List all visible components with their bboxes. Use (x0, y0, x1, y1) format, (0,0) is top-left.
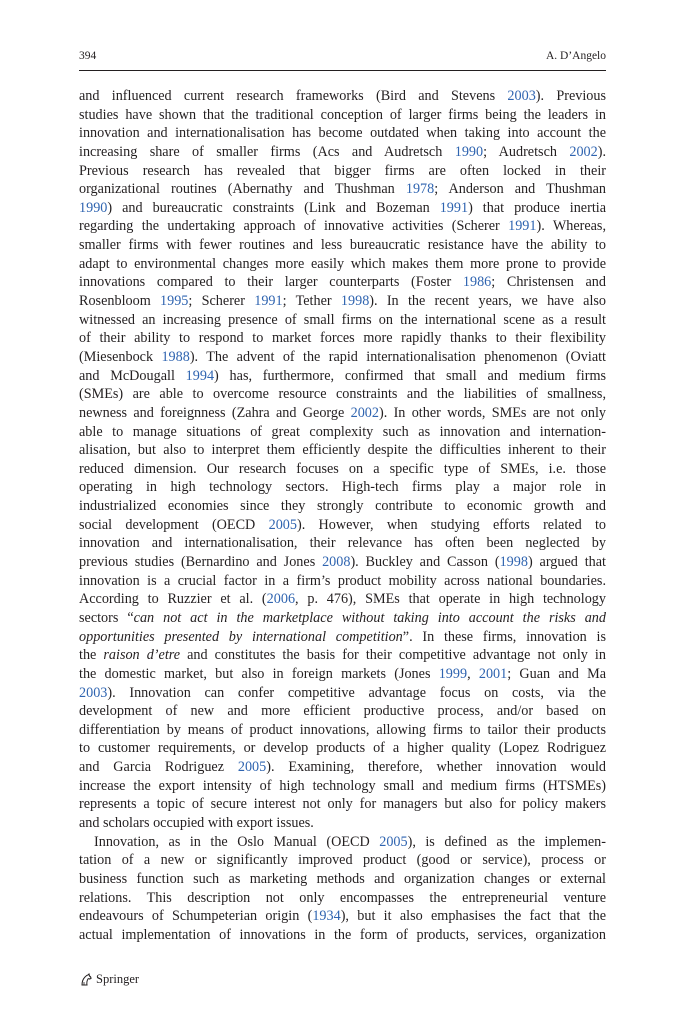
text-segment: sectors “ (79, 609, 134, 626)
text-line (79, 348, 606, 367)
text-segment: to customer requirements, or develop products of a higher quality (Lopez Rodriguez (79, 740, 606, 757)
text-segment: Previous research has revealed that bigger firms are often locked in their (79, 162, 606, 179)
text-segment: Innovation, as in the Oslo Manual (OECD (94, 833, 380, 850)
text-segment: ). Whereas, (536, 218, 606, 235)
text-segment: newness and foreignness (Zahra and George (79, 404, 351, 421)
text-line (79, 814, 606, 833)
text-segment: ). Innovation can confer competitive advantage focus on costs, via the (107, 684, 606, 701)
text-segment: ). Buckley and Casson ( (350, 554, 500, 571)
text-segment: innovation and internationalisation has become outdated when taking into account the (79, 125, 606, 142)
text-line (79, 311, 606, 330)
text-segment: previous studies (Bernardino and Jones (79, 554, 323, 571)
citation-link[interactable]: 1991 (439, 199, 469, 216)
text-line (79, 106, 606, 125)
text-segment: ). Examining, therefore, whether innovation would (266, 759, 606, 776)
text-segment: Rosenbloom (79, 293, 161, 310)
text-segment: (SMEs) are able to overcome resource constraints and the liabilities of smallness, (79, 386, 606, 403)
italic-text: opportunities presented by international competition (79, 628, 403, 645)
italic-text: raison d’etre (103, 647, 181, 664)
citation-link[interactable]: 1988 (161, 348, 190, 365)
text-line (79, 162, 606, 181)
text-segment: able to manage situations of great complexity such as innovation and internation- (79, 423, 606, 440)
text-line (79, 255, 606, 274)
text-segment: ; Tether (282, 293, 341, 310)
publisher-name: Springer (96, 972, 140, 986)
header-rule (79, 70, 606, 71)
springer-horse-icon (79, 973, 93, 987)
citation-link[interactable]: 1934 (312, 908, 341, 925)
text-segment: innovation is a crucial factor in a firm’s product mobility across national boundaries. (79, 572, 606, 589)
running-header (79, 50, 606, 62)
text-segment: the (79, 647, 104, 664)
text-segment: ). However, when studying efforts related to (296, 516, 606, 533)
text-segment: ). In other words, SMEs are not only (378, 404, 606, 421)
citation-link[interactable]: 1994 (185, 367, 215, 384)
running-author: A. D’Angelo (545, 50, 606, 62)
text-segment: alisation, but also to interpret them efficiently despite the difficulties inherent to their (79, 442, 606, 459)
text-segment: ; Scherer (188, 293, 255, 310)
text-segment: and scholars occupied with export issues. (79, 814, 314, 831)
text-segment: witnessed an increasing presence of small firms on the international scene as a result (79, 311, 606, 328)
text-line (79, 721, 606, 740)
text-line (79, 385, 606, 404)
text-line (79, 795, 606, 814)
text-line (79, 478, 606, 497)
text-segment: of their ability to respond to market forces more rapidly thanks to their flexibility (79, 330, 606, 347)
text-line (79, 665, 606, 684)
citation-link[interactable]: 1995 (160, 293, 189, 310)
text-segment: tation of a new or significantly improved product (good or service), process or (79, 852, 606, 869)
text-segment: , p. 476), SMEs that operate in high technology (295, 591, 606, 608)
text-line (79, 497, 606, 516)
text-segment: ), but it also emphasises the fact that the (340, 908, 606, 925)
text-segment: increase the export intensity of high technology small and medium firms (HTSMEs) (79, 777, 606, 794)
text-segment: ). (597, 143, 606, 160)
text-line (79, 236, 606, 255)
text-line (79, 553, 606, 572)
text-segment: increasing share of smaller firms (Acs and Audretsch (79, 143, 455, 160)
text-line (79, 628, 606, 647)
text-line (79, 777, 606, 796)
text-segment: relations. This description not only encompasses the entrepreneurial venture (79, 889, 606, 906)
text-line (79, 646, 606, 665)
text-line (79, 460, 606, 479)
text-segment: ) has, furthermore, confirmed that small and medium firms (214, 367, 606, 384)
citation-link[interactable]: 1986 (462, 274, 492, 291)
citation-link[interactable]: 1991 (254, 293, 283, 310)
text-segment: endeavours of Schumpeterian origin ( (79, 908, 313, 925)
italic-text: can not act in the marketplace without taking into account the risks and (133, 609, 606, 626)
text-segment: , (467, 665, 479, 682)
citation-link[interactable]: 2005 (268, 516, 297, 533)
text-line (79, 367, 606, 386)
text-line (79, 851, 606, 870)
text-segment: industrialized economies since they strongly contribute to economic growth and (79, 498, 606, 515)
text-segment: reduced dimension. Our research focuses on a specific type of SMEs, i.e. those (79, 460, 606, 477)
citation-link[interactable]: 2005 (237, 759, 267, 776)
text-segment: organizational routines (Abernathy and Thushman (79, 181, 406, 198)
text-segment: ; Christensen and (491, 274, 606, 291)
text-line (79, 534, 606, 553)
text-line (79, 516, 606, 535)
citation-link[interactable]: 2002 (569, 143, 598, 160)
text-line (79, 758, 606, 777)
text-line (79, 702, 606, 721)
citation-link[interactable]: 1990 (454, 143, 484, 160)
text-line (79, 292, 606, 311)
text-segment: ). Previous (535, 88, 606, 104)
text-segment: ), is defined as the implemen- (407, 833, 606, 850)
text-line (79, 684, 606, 703)
text-line (79, 217, 606, 236)
page-number: 394 (79, 50, 97, 62)
text-segment: and influenced current research frameworks (Bird and Stevens (79, 88, 508, 104)
text-segment: adapt to environmental changes more easily which makes them more prone to provide (79, 255, 606, 272)
citation-link[interactable]: 2006 (266, 591, 296, 608)
text-segment: smaller firms with fewer routines and less bureaucratic resistance have the ability to (79, 237, 606, 254)
text-line (79, 423, 606, 442)
text-line (79, 739, 606, 758)
text-segment: the domestic market, but also in foreign markets (Jones (79, 665, 439, 682)
text-segment: studies have shown that the traditional conception of larger firms being the leaders in (79, 106, 606, 123)
text-line (79, 273, 606, 292)
text-line (79, 889, 606, 908)
citation-link[interactable]: 2002 (350, 404, 379, 421)
text-segment: regarding the undertaking approach of innovative activities (Scherer (79, 218, 509, 235)
text-segment: According to Ruzzier et al. ( (79, 591, 267, 608)
text-segment: represents a topic of secure interest not only for managers but also for policy makers (79, 796, 606, 813)
body-text (79, 87, 606, 944)
text-segment: ; Guan and Ma (507, 665, 606, 682)
text-line (79, 926, 606, 945)
text-line (79, 870, 606, 889)
text-segment: (Miesenbock (79, 348, 162, 365)
text-segment: ) and bureaucratic constraints (Link and Bozeman (107, 199, 440, 216)
citation-link[interactable]: 2005 (379, 833, 408, 850)
text-segment: operating in high technology sectors. High-tech firms play a major role in (79, 479, 606, 496)
text-line (79, 143, 606, 162)
citation-link[interactable]: 2003 (507, 88, 536, 104)
text-line (79, 404, 606, 423)
citation-link[interactable]: 1999 (438, 665, 468, 682)
citation-link[interactable]: 2003 (79, 684, 108, 701)
text-line (79, 124, 606, 143)
citation-link[interactable]: 1990 (79, 199, 108, 216)
text-line (79, 590, 606, 609)
text-segment: ) that produce inertia (468, 199, 606, 216)
text-line (79, 329, 606, 348)
text-segment: ; Anderson and Thushman (434, 181, 606, 198)
citation-link[interactable]: 1991 (508, 218, 537, 235)
text-line (79, 87, 606, 106)
footer (79, 972, 139, 987)
text-segment: ; Audretsch (483, 143, 570, 160)
text-segment: ). The advent of the rapid internationalisation phenomenon (Oviatt (189, 348, 606, 365)
citation-link[interactable]: 1998 (340, 293, 370, 310)
text-line (79, 441, 606, 460)
text-line (79, 833, 606, 852)
text-segment: differentiation by means of product innovations, allowing firms to tailor their products (79, 721, 606, 738)
text-line (79, 609, 606, 628)
text-segment: innovation and internationalisation, their relevance has often been neglected by (79, 535, 606, 552)
text-segment: ) argued that (527, 554, 606, 571)
text-segment: and constitutes the basis for their competitive advantage not only in (180, 647, 606, 664)
text-segment: and McDougall (79, 367, 186, 384)
citation-link[interactable]: 1978 (405, 181, 435, 198)
text-segment: innovations compared to their larger counterparts (Foster (79, 274, 463, 291)
citation-link[interactable]: 1998 (499, 554, 528, 571)
citation-link[interactable]: 2001 (478, 665, 508, 682)
text-segment: social development (OECD (79, 516, 269, 533)
citation-link[interactable]: 2008 (322, 554, 351, 571)
text-segment: ”. In these firms, innovation is (402, 628, 606, 645)
text-segment: actual implementation of innovations in the form of products, services, organization (79, 926, 606, 943)
text-line (79, 907, 606, 926)
text-line (79, 199, 606, 218)
text-segment: and Garcia Rodriguez (79, 759, 238, 776)
text-segment: development of new and more efficient productive process, and/or based on (79, 703, 606, 720)
text-line (79, 572, 606, 591)
text-segment: business function such as marketing methods and organization changes or external (79, 870, 606, 887)
text-line (79, 180, 606, 199)
text-segment: ). In the recent years, we have also (369, 293, 606, 310)
